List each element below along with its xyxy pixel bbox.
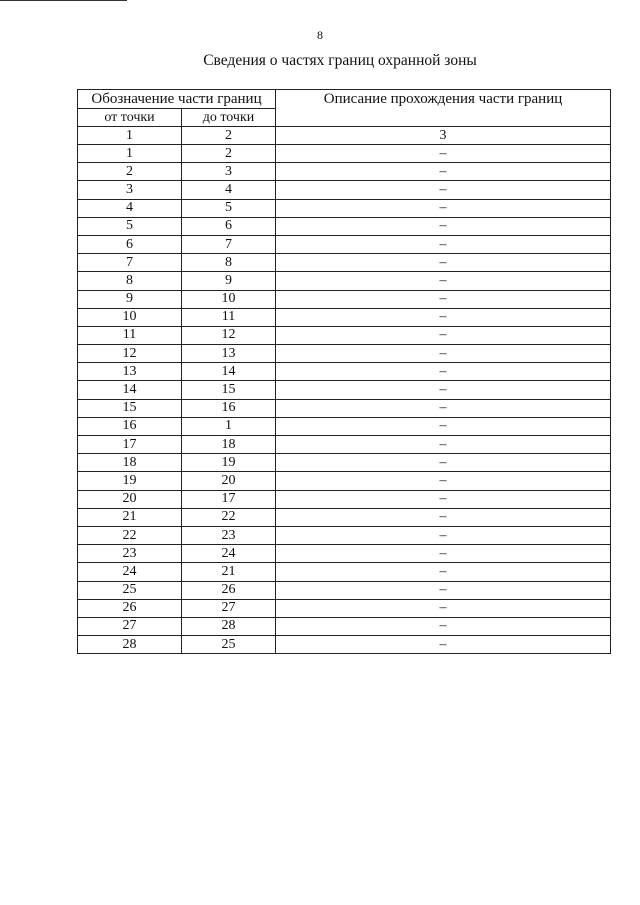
from-point-cell: 18	[78, 454, 182, 472]
description-cell: –	[276, 308, 611, 326]
description-cell: –	[276, 636, 611, 654]
description-cell: –	[276, 272, 611, 290]
description-cell: –	[276, 235, 611, 253]
to-point-cell: 25	[182, 636, 276, 654]
to-point-cell: 2	[182, 145, 276, 163]
table-row	[78, 436, 611, 454]
from-point-cell: 16	[78, 417, 182, 435]
to-point-cell: 22	[182, 508, 276, 526]
table-row	[78, 545, 611, 563]
to-point-cell: 7	[182, 235, 276, 253]
description-cell: –	[276, 290, 611, 308]
table-row	[78, 199, 611, 217]
from-point-cell: 27	[78, 617, 182, 635]
table-row	[78, 235, 611, 253]
to-point-cell: 28	[182, 617, 276, 635]
column-index-row	[78, 127, 611, 145]
description-cell: –	[276, 254, 611, 272]
from-point-cell: 6	[78, 235, 182, 253]
header-boundary-part-designation: Обозначение части границ	[78, 90, 276, 109]
to-point-cell: 14	[182, 363, 276, 381]
table-row	[78, 417, 611, 435]
table-row	[78, 599, 611, 617]
description-cell: –	[276, 163, 611, 181]
page-number: 8	[317, 28, 323, 42]
from-point-cell: 15	[78, 399, 182, 417]
description-cell: –	[276, 345, 611, 363]
table-row	[78, 217, 611, 235]
description-cell: –	[276, 145, 611, 163]
table-row	[78, 272, 611, 290]
description-cell: –	[276, 545, 611, 563]
table-row	[78, 254, 611, 272]
from-point-cell: 28	[78, 636, 182, 654]
to-point-cell: 6	[182, 217, 276, 235]
table-row	[78, 290, 611, 308]
to-point-cell: 21	[182, 563, 276, 581]
from-point-cell: 26	[78, 599, 182, 617]
from-point-cell: 23	[78, 545, 182, 563]
from-point-cell: 24	[78, 563, 182, 581]
description-cell: –	[276, 581, 611, 599]
boundary-parts-table	[77, 89, 611, 654]
table-row	[78, 472, 611, 490]
table-row	[78, 363, 611, 381]
to-point-cell: 17	[182, 490, 276, 508]
column-index-cell: 2	[182, 127, 276, 145]
to-point-cell: 13	[182, 345, 276, 363]
to-point-cell: 8	[182, 254, 276, 272]
description-cell: –	[276, 526, 611, 544]
to-point-cell: 11	[182, 308, 276, 326]
to-point-cell: 19	[182, 454, 276, 472]
from-point-cell: 11	[78, 326, 182, 344]
from-point-cell: 2	[78, 163, 182, 181]
from-point-cell: 22	[78, 526, 182, 544]
from-point-cell: 13	[78, 363, 182, 381]
column-index-cell: 1	[78, 127, 182, 145]
description-cell: –	[276, 181, 611, 199]
description-cell: –	[276, 381, 611, 399]
from-point-cell: 14	[78, 381, 182, 399]
description-cell: –	[276, 199, 611, 217]
table-row	[78, 490, 611, 508]
header-to-point: до точки	[182, 109, 276, 127]
from-point-cell: 21	[78, 508, 182, 526]
to-point-cell: 9	[182, 272, 276, 290]
to-point-cell: 24	[182, 545, 276, 563]
description-cell: –	[276, 490, 611, 508]
table-row	[78, 308, 611, 326]
from-point-cell: 12	[78, 345, 182, 363]
table-row	[78, 163, 611, 181]
table-row	[78, 145, 611, 163]
description-cell: –	[276, 508, 611, 526]
table-row	[78, 581, 611, 599]
description-cell: –	[276, 454, 611, 472]
description-cell: –	[276, 563, 611, 581]
header-boundary-description: Описание прохождения части границ	[276, 90, 611, 127]
to-point-cell: 23	[182, 526, 276, 544]
description-cell: –	[276, 617, 611, 635]
from-point-cell: 8	[78, 272, 182, 290]
to-point-cell: 10	[182, 290, 276, 308]
description-cell: –	[276, 399, 611, 417]
table-row	[78, 181, 611, 199]
table-header-row	[78, 90, 611, 109]
from-point-cell: 1	[78, 145, 182, 163]
from-point-cell: 25	[78, 581, 182, 599]
corner-rule	[0, 0, 127, 1]
table-row	[78, 526, 611, 544]
to-point-cell: 16	[182, 399, 276, 417]
to-point-cell: 5	[182, 199, 276, 217]
description-cell: –	[276, 472, 611, 490]
to-point-cell: 12	[182, 326, 276, 344]
to-point-cell: 3	[182, 163, 276, 181]
table-row	[78, 617, 611, 635]
from-point-cell: 9	[78, 290, 182, 308]
to-point-cell: 18	[182, 436, 276, 454]
description-cell: –	[276, 599, 611, 617]
to-point-cell: 20	[182, 472, 276, 490]
header-from-point: от точки	[78, 109, 182, 127]
to-point-cell: 15	[182, 381, 276, 399]
table-row	[78, 381, 611, 399]
table-row	[78, 345, 611, 363]
from-point-cell: 19	[78, 472, 182, 490]
description-cell: –	[276, 217, 611, 235]
table-row	[78, 636, 611, 654]
table-row	[78, 399, 611, 417]
from-point-cell: 4	[78, 199, 182, 217]
to-point-cell: 1	[182, 417, 276, 435]
from-point-cell: 10	[78, 308, 182, 326]
to-point-cell: 4	[182, 181, 276, 199]
description-cell: –	[276, 436, 611, 454]
table-row	[78, 508, 611, 526]
description-cell: –	[276, 417, 611, 435]
to-point-cell: 27	[182, 599, 276, 617]
table-row	[78, 326, 611, 344]
page-title: Сведения о частях границ охранной зоны	[203, 52, 477, 69]
from-point-cell: 17	[78, 436, 182, 454]
from-point-cell: 20	[78, 490, 182, 508]
table-row	[78, 454, 611, 472]
from-point-cell: 3	[78, 181, 182, 199]
column-index-cell: 3	[276, 127, 611, 145]
description-cell: –	[276, 326, 611, 344]
from-point-cell: 7	[78, 254, 182, 272]
from-point-cell: 5	[78, 217, 182, 235]
description-cell: –	[276, 363, 611, 381]
to-point-cell: 26	[182, 581, 276, 599]
table-row	[78, 563, 611, 581]
